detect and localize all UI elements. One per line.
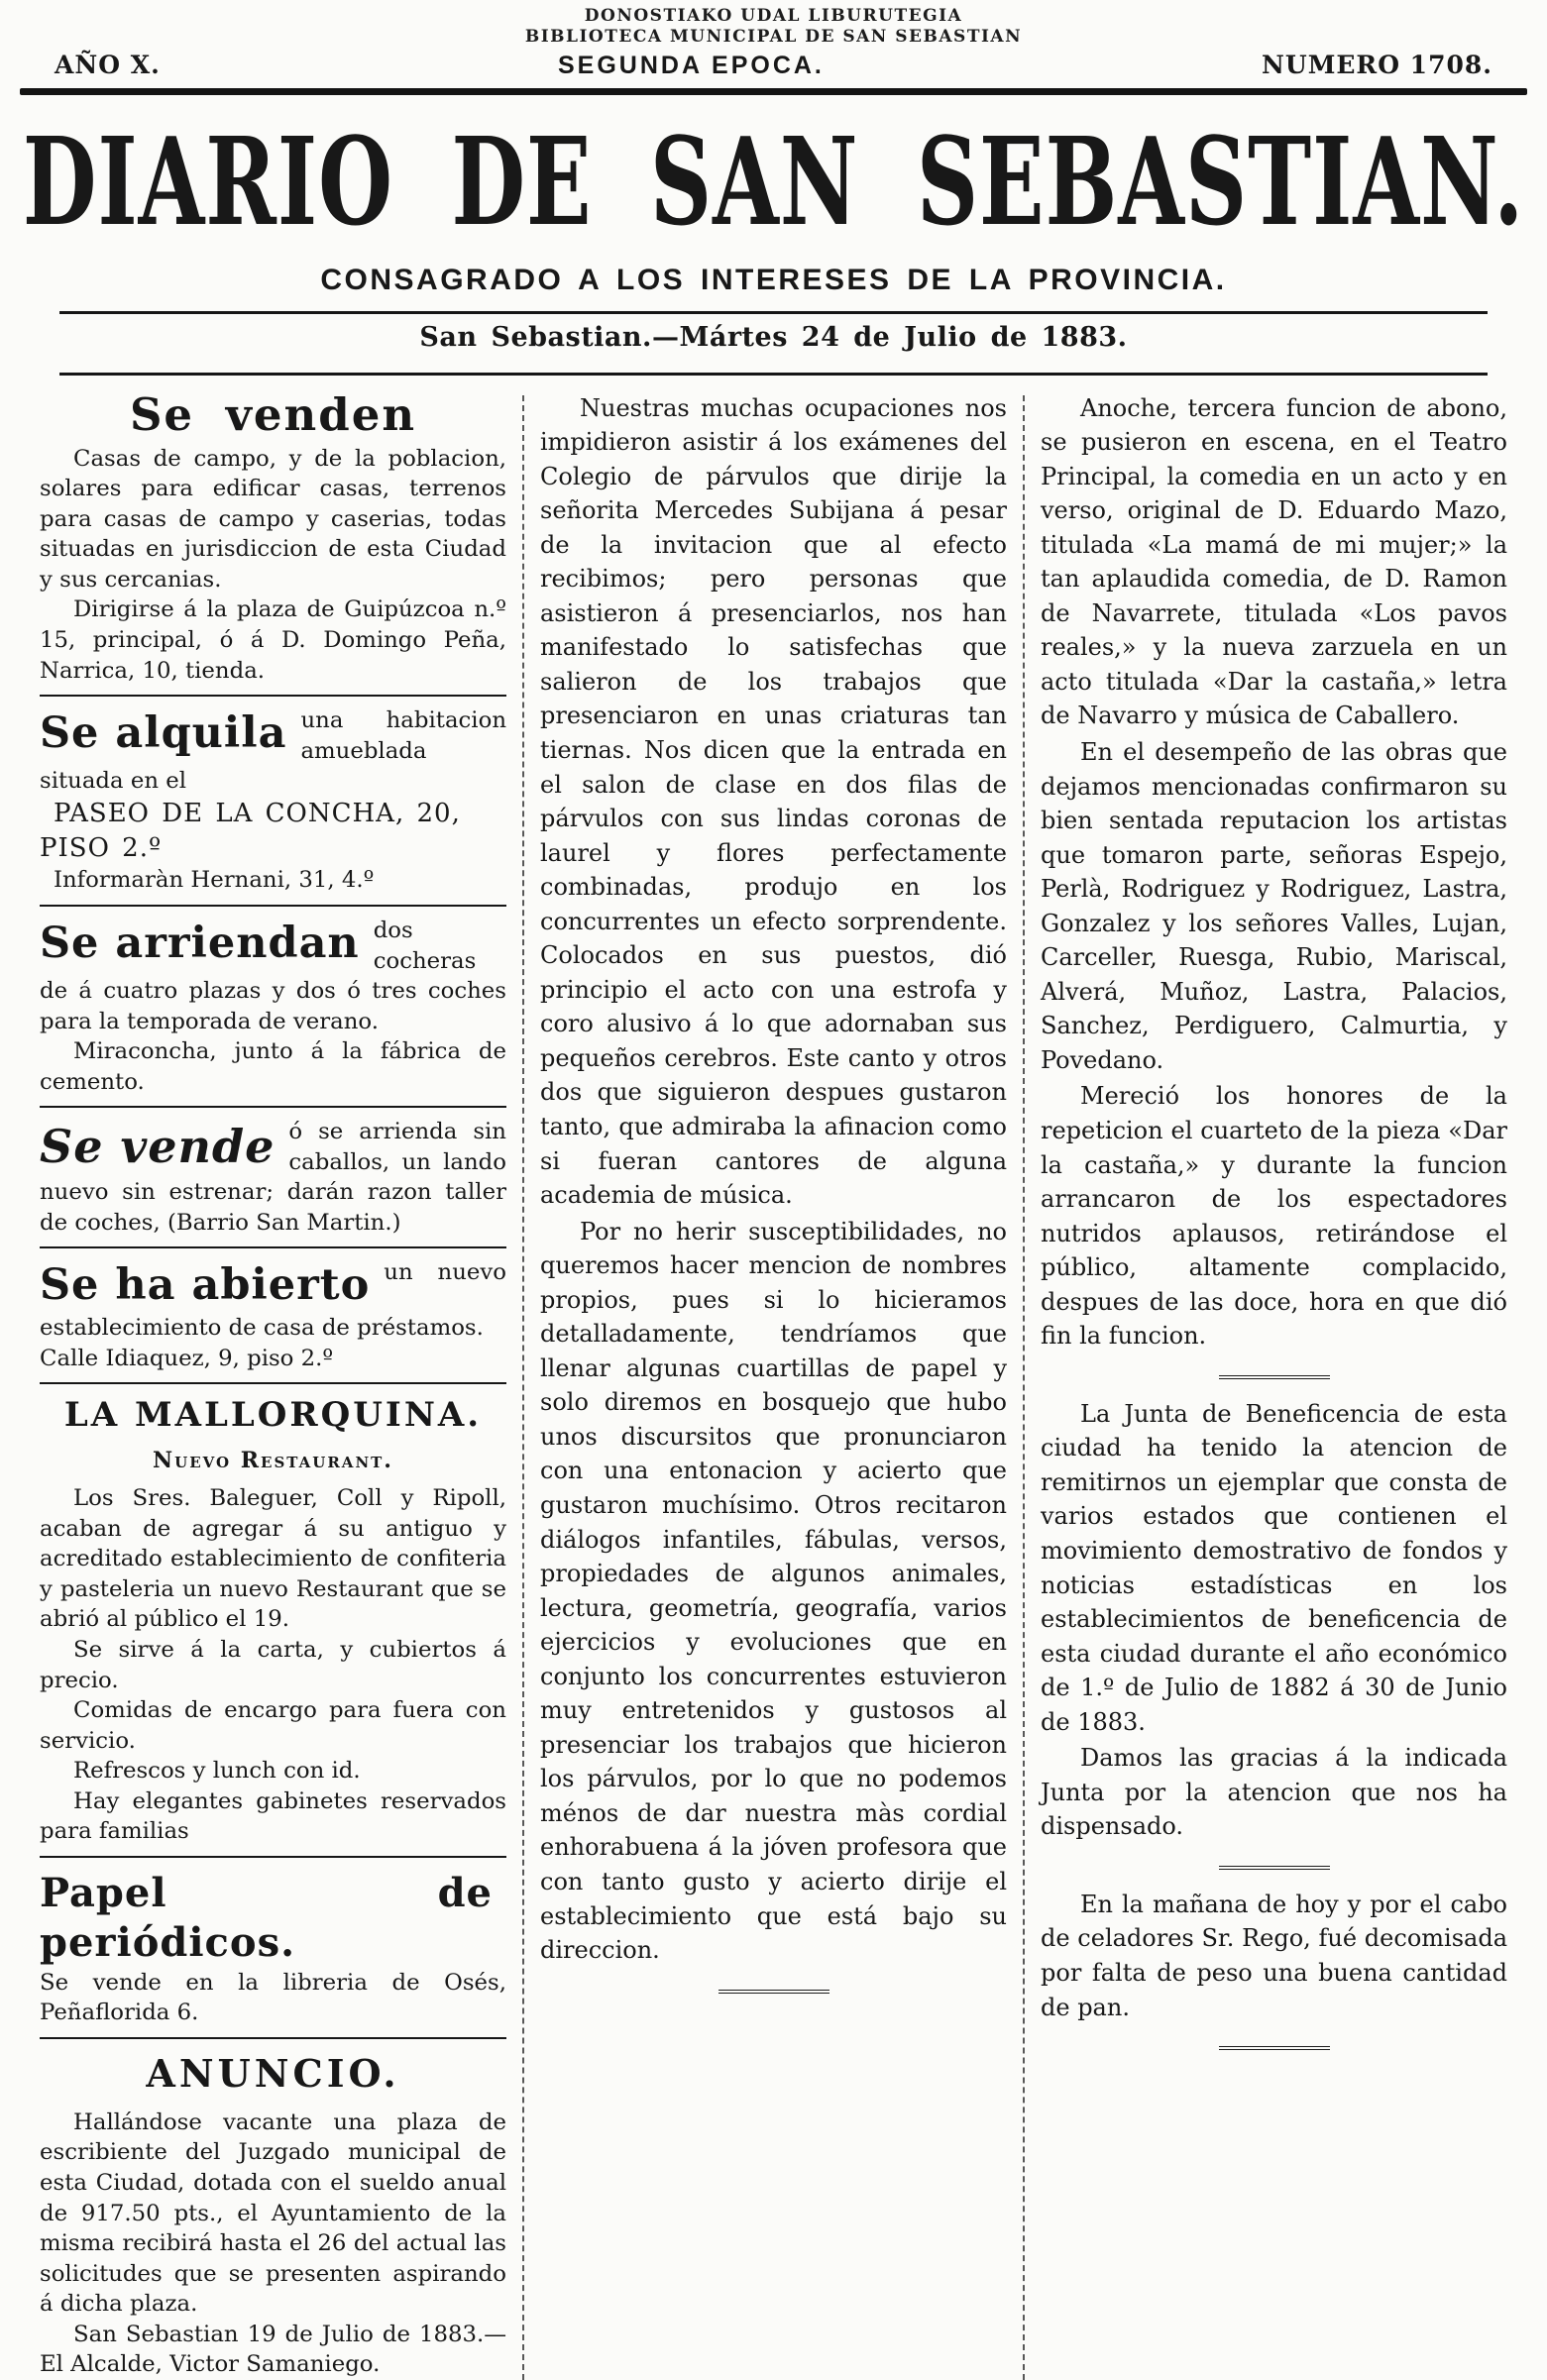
section-divider [40,1106,506,1108]
article-end-rule [718,1990,829,1994]
ad-papel-lead: Papel de periódicos. [40,1869,493,1966]
ad-se-venden-title: Se venden [129,387,417,441]
ad-mallorquina-body-4: Refrescos y lunch con id. [73,1758,361,1785]
brief-pan-paragraph: En la mañana de hoy y por el cabo de celadores Sr. Rego, fué decomisada por falta de peso una buena cantidad de pan. [1041,1890,1507,2021]
article-teatro-paragraph-1: Anoche, tercera funcion de abono, se pusieron en escena, en el Teatro Principal, la comedia en un acto y en verso, original de D. Eduardo Mazo, titulada «La mamá de mi mujer;» la tan aplaudida comedia, de D. Ramon de Navarrete, titulada «Los pavos reales,» y la nueva zarzuela en un acto titulada «Dar la castaña,» letra de Navarro y música de Caballero. [1041,393,1507,730]
ad-se-ha-abierto-body [40,1257,506,1343]
ad-se-alquila-text: una habitacion amueblada situada en el [40,707,506,795]
ad-se-alquila [40,705,506,896]
section-divider [40,695,506,697]
ad-se-vende [40,1117,506,1238]
ad-anuncio-title: ANUNCIO. [146,2050,400,2096]
ad-papel-body [40,1867,506,2028]
ad-anuncio-body-1: Hallándose vacante una plaza de escribiente del Juzgado municipal de esta Ciudad, dotada con el sueldo anual de 917.50 pts., el Ayuntamiento de la misma recibirá hasta el 26 del actual las solicitudes que se presenten aspirando á dicha plaza. [40,2109,506,2318]
stamp-line-2: BIBLIOTECA MUNICIPAL DE SAN SEBASTIAN [524,27,1023,48]
section-divider [40,905,506,907]
ad-se-venden-body-1: Casas de campo, y de la poblacion, solares para edificar casas, terrenos para casas de campo y caserias, todas situadas en jurisdiccion de esta Ciudad y sus cercanias. [40,445,506,593]
ad-se-ha-abierto-address: Calle Idiaquez, 9, piso 2.º [40,1345,334,1371]
ad-anuncio-body-2: San Sebastian 19 de Julio de 1883.—El Alcalde, Victor Samaniego. [40,2321,506,2378]
ad-mallorquina-body-2: Se sirve á la carta, y cubiertos á precio. [40,1637,506,1693]
ad-papel [40,1867,506,2028]
ad-mallorquina-body-5: Hay elegantes gabinetes reservados para familias [40,1787,506,1845]
ad-se-vende-text: ó se arrienda sin caballos, un lando nuevo sin estrenar; darán razon taller de coches, (Barrio San Martin.) [40,1119,506,1236]
section-divider [40,1246,506,1248]
article-parvulos-paragraph-2: Por no herir susceptibilidades, no queremos hacer mencion de nombres propios, pues si lo hicieramos detalladamente, tendríamos que llenar algunas cuartillas de papel y solo diremos en bosquejo que hubo unos discursitos que pronunciaron con una entonacion y acierto que gustaron muchísimo. Otros recitaron diálogos infantiles, fábulas, versos, propiedades de algunos animales, lectura, geometría, geografía, varios ejercicios y evoluciones que en conjunto los concurrentes estuvieron muy entretenidos y gustosos al presenciar los trabajos que hicieron los párvulos, por lo que no podemos ménos de dar nuestra màs cordial enhorabuena á la jóven profesora que con tanto gusto y acierto dirije el establecimiento que está bajo su direccion. [540,1217,1007,1965]
ad-se-alquila-info: Informaràn Hernani, 31, 4.º [54,867,375,894]
article-teatro-paragraph-2: En el desempeño de las obras que dejamos mencionadas confirmaron su bien sentada reputacion los artistas que tomaron parte, señoras Espejo, Perlà, Rodriguez y Rodriguez, Lastra, Gonzalez y los señores Valles, Lujan, Carceller, Ruesga, Rubio, Mariscal, Alverá, Muñoz, Lastra, Palacios, Sanchez, Perdiguero, Calmurtia, y Povedano. [1041,737,1507,1074]
ad-se-alquila-lead: Se alquila [40,708,287,759]
epoch-label: SEGUNDA EPOCA. [558,51,825,79]
ad-se-ha-abierto-lead: Se ha abierto [40,1260,371,1311]
ad-se-ha-abierto [40,1257,506,1373]
columns-container [0,376,1547,2380]
library-stamp [0,0,1547,49]
issue-row [0,49,1547,80]
article-teatro-paragraph-3: Mereció los honores de la repeticion el cuarteto de la pieza «Dar la castaña,» y durante la funcion arrancaron de los espectadores nutridos aplausos, retirándose el público, altamente complacido, despues de las doce, hora en que dió fin la funcion. [1041,1082,1507,1351]
header-rule [20,88,1527,95]
ad-se-venden [40,387,506,687]
masthead-subtitle: CONSAGRADO A LOS INTERESES DE LA PROVINCIA. [320,263,1227,296]
ad-mallorquina-body-3: Comidas de encargo para fuera con servicio. [40,1697,506,1754]
ad-papel-text: Se vende en la libreria de Osés, Peñaflorida 6. [40,1969,506,2026]
ad-mallorquina [40,1393,506,1847]
dateline: San Sebastian.—Mártes 24 de Julio de 1883. [419,321,1128,353]
ad-se-alquila-body [40,705,506,797]
ad-se-arriendan-body [40,916,506,1036]
masthead-title: DIARIO DE SAN SEBASTIAN. [22,111,1525,254]
column-right [1041,391,1507,2380]
column-separator [522,395,524,2380]
column-middle [540,391,1007,2380]
stamp-line-1: DONOSTIAKO UDAL LIBURUTEGIA [584,6,963,26]
brief-junta-paragraph-2: Damos las gracias á la indicada Junta por la atencion que nos ha dispensado. [1041,1744,1507,1841]
ad-se-arriendan [40,916,506,1097]
issue-number: NUMERO 1708. [1262,50,1492,79]
ad-se-arriendan-text: dos cocheras de á cuatro plazas y dos ó tres coches para la temporada de verano. [40,917,506,1034]
ad-anuncio [40,2049,506,2380]
ad-se-arriendan-lead: Se arriendan [40,918,360,968]
ad-se-alquila-address: PASEO DE LA CONCHA, 20, PISO 2.º [40,798,461,863]
ad-se-arriendan-body-2: Miraconcha, junto á la fábrica de cemento. [40,1038,506,1095]
brief-junta-paragraph-1: La Junta de Beneficencia de esta ciudad ha tenido la atencion de remitirnos un ejemplar que consta de varios estados que contienen el movimiento demostrativo de fondos y noticias estadísticas en los establecimientos de beneficencia de esta ciudad durante el año económico de 1.º de Julio de 1882 á 30 de Junio de 1883. [1041,1399,1507,1736]
section-divider [40,1382,506,1384]
column-left [40,387,506,2380]
ad-mallorquina-title: LA MALLORQUINA. [63,1395,483,1436]
section-divider [40,1856,506,1858]
ad-se-venden-body-2: Dirigirse á la plaza de Guipúzcoa n.º 15, principal, ó á D. Domingo Peña, Narrica, 10, tienda. [40,596,506,684]
ad-se-ha-abierto-text: un nuevo establecimiento de casa de préstamos. [40,1259,506,1342]
ad-mallorquina-subtitle: Nuevo Restaurant. [153,1447,393,1473]
ad-se-vende-lead: Se vende [40,1120,276,1174]
article-parvulos-paragraph-1: Nuestras muchas ocupaciones nos impidieron asistir á los exámenes del Colegio de párvulos que dirije la señorita Mercedes Subijana á pesar de la invitacion que al efecto recibimos; pero personas que asistieron á presenciarlos, nos han manifestado lo satisfechas que salieron de los trabajos que presenciaron en unas criaturas tan tiernas. Nos dicen que la entrada en el salon de clase en dos filas de párvulos con sus lindas coronas de laurel y flores perfectamente combinadas, produjo en los concurrentes un efecto sorprendente. Colocados en sus puestos, dió principio el acto con una estrofa y coro alusivo á lo que adornaban sus pequeños cerebros. Este canto y otros dos que siguieron despues gustaron tanto, que admiraba la afinacion como si fueran cantores de alguna academia de música. [540,393,1007,1210]
brief-divider [1219,1866,1330,1870]
column-separator [1023,395,1025,2380]
brief-divider [1219,2046,1330,2050]
brief-divider [1219,1375,1330,1379]
ad-se-vende-body [40,1117,506,1238]
year-label: AÑO X. [55,50,161,79]
ad-mallorquina-body-1: Los Sres. Baleguer, Coll y Ripoll, acaban de agregar á su antiguo y acreditado establecimiento de confiteria y pasteleria un nuevo Restaurant que se abrió al público el 19. [40,1485,506,1633]
section-divider [40,2037,506,2039]
